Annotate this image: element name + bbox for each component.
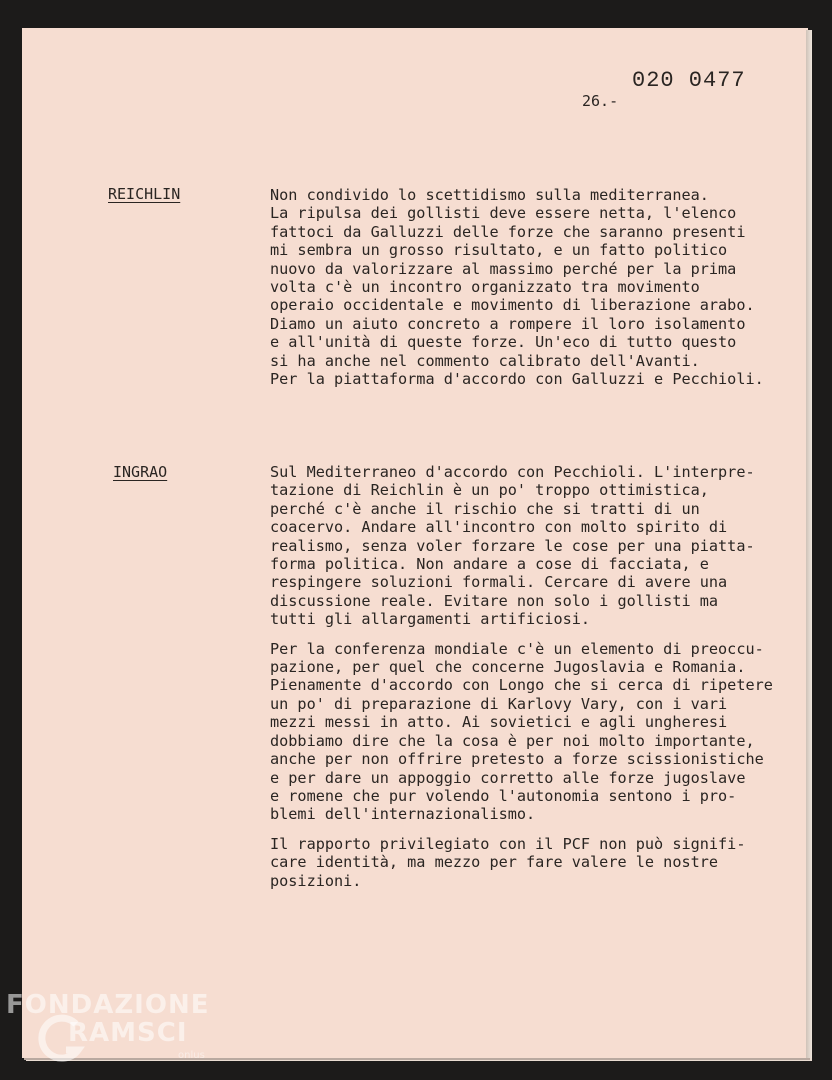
text-line: Diamo un aiuto concreto a rompere il loro isolamento — [270, 314, 746, 333]
text-line: Non condivido lo scettidismo sulla mediterranea. — [270, 186, 709, 204]
paragraph — [270, 463, 773, 629]
text-line: care identità, ma mezzo per fare valere le nostre — [270, 853, 719, 872]
text-line: posizioni. — [270, 871, 362, 890]
text-line: dobbiamo dire che la cosa è per noi molto importante, — [270, 731, 755, 750]
reichlin-text — [270, 186, 764, 399]
paragraph — [270, 640, 773, 824]
text-line: tazione di Reichlin è un po' troppo ottimistica, — [270, 481, 709, 500]
text-line: anche per non offrire pretesto a forze scissionistiche — [270, 750, 764, 769]
page-number: 26.- — [582, 92, 619, 110]
text-line: e romene che pur volendo l'autonomia sentono i pro- — [270, 786, 737, 805]
text-line: Pienamente d'accordo con Longo che si cerca di ripetere — [270, 676, 773, 695]
text-line: e per dare un appoggio corretto alle forze jugoslave — [270, 768, 746, 787]
text-line: operaio occidentale e movimento di liberazione arabo. — [270, 296, 755, 315]
text-line: tutti gli allargamenti artificiosi. — [270, 610, 591, 629]
speaker-reichlin: REICHLIN — [108, 185, 181, 203]
paragraph — [270, 186, 764, 388]
text-line: Sul Mediterraneo d'accordo con Pecchioli. L'interpre- — [270, 463, 755, 481]
text-line: realismo, senza voler forzare le cose per una piatta- — [270, 536, 755, 555]
text-line: fattoci da Galluzzi delle forze che saranno presenti — [270, 222, 746, 241]
archive-number: 020 0477 — [632, 68, 746, 93]
text-line: mezzi messi in atto. Ai sovietici e agli ungheresi — [270, 713, 728, 732]
watermark-line3: onlus — [178, 1050, 205, 1061]
text-line: pazione, per quel che concerne Jugoslavia e Romania. — [270, 658, 746, 677]
text-line: un po' di preparazione di Karlovy Vary, con i vari — [270, 694, 728, 713]
watermark-line2: RAMSCI — [68, 1018, 188, 1048]
text-line: La ripulsa dei gollisti deve essere netta, l'elenco — [270, 204, 737, 223]
text-line: nuovo da valorizzare al massimo perché per la prima — [270, 259, 737, 278]
ingrao-text — [270, 463, 773, 901]
text-line: blemi dell'internazionalismo. — [270, 805, 536, 824]
text-line: coacervo. Andare all'incontro con molto spirito di — [270, 518, 728, 537]
text-line: Per la piattaforma d'accordo con Galluzzi e Pecchioli. — [270, 370, 764, 389]
text-line: volta c'è un incontro organizzato tra movimento — [270, 278, 700, 297]
text-line: perché c'è anche il rischio che si tratti di un — [270, 499, 700, 518]
paragraph — [270, 835, 773, 890]
text-line: mi sembra un grosso risultato, e un fatto politico — [270, 241, 728, 260]
text-line: Per la conferenza mondiale c'è un elemento di preoccu- — [270, 639, 764, 658]
text-line: Il rapporto privilegiato con il PCF non può signifi- — [270, 834, 746, 853]
watermark-line1: FONDAZIONE — [6, 990, 210, 1020]
text-line: forma politica. Non andare a cose di facciata, e — [270, 555, 709, 574]
page-edge — [806, 30, 812, 1058]
text-line: si ha anche nel commento calibrato dell'Avanti. — [270, 351, 700, 370]
text-line: e all'unità di queste forze. Un'eco di tutto questo — [270, 333, 737, 352]
speaker-ingrao: INGRAO — [113, 463, 168, 481]
text-line: discussione reale. Evitare non solo i gollisti ma — [270, 591, 719, 610]
fondazione-gramsci-watermark — [6, 990, 236, 1070]
text-line: respingere soluzioni formali. Cercare di avere una — [270, 573, 728, 592]
